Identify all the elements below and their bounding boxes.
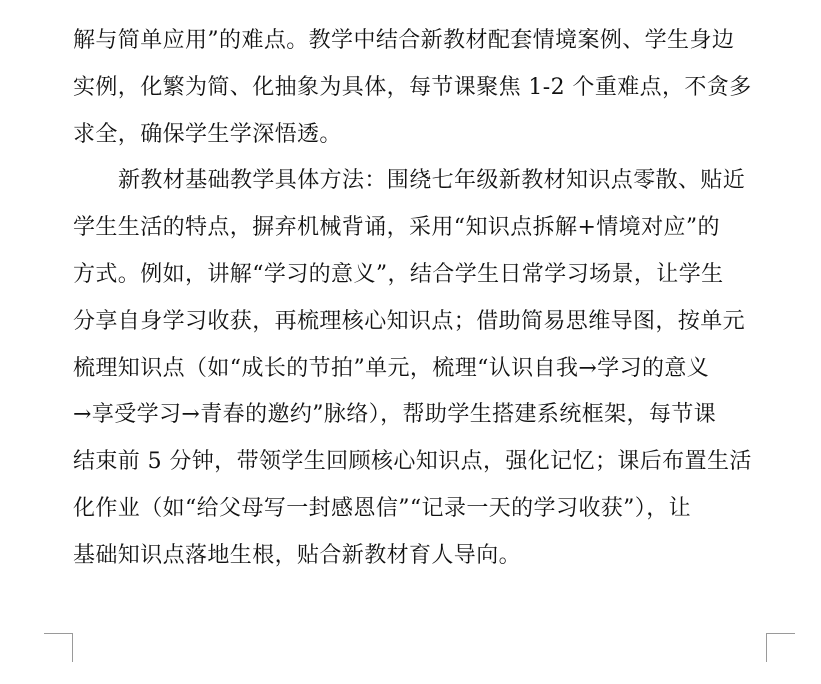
paragraph-line: 基础知识点落地生根，贴合新教材育人导向。 xyxy=(73,542,522,568)
right-margin-corner-mark xyxy=(766,633,795,662)
paragraph-line: 分享自身学习收获，再梳理核心知识点；借助简易思维导图，按单元 xyxy=(73,308,746,334)
document-body xyxy=(73,18,767,580)
paragraph-line: →享受学习→青春的邀约”脉络），帮助学生搭建系统框架，每节课 xyxy=(73,402,717,428)
paragraph-line: 解与简单应用”的难点。教学中结合新教材配套情境案例、学生身边 xyxy=(73,28,735,53)
paragraph-line: 方式。例如，讲解“学习的意义”，结合学生日常学习场景，让学生 xyxy=(73,261,724,287)
paragraph-line: 实例，化繁为简、化抽象为具体，每节课聚焦 1-2 个重难点，不贪多 xyxy=(73,74,752,100)
paragraph-line: 梳理知识点（如“成长的节拍”单元，梳理“认识自我→学习的意义 xyxy=(73,355,710,381)
paragraph-line: 结束前 5 分钟，带领学生回顾核心知识点，强化记忆；课后布置生活 xyxy=(73,449,752,475)
paragraph-line: 求全，确保学生学深悟透。 xyxy=(73,121,342,147)
paragraph-line: 新教材基础教学具体方法：围绕七年级新教材知识点零散、贴近 xyxy=(118,168,746,194)
paragraph-line: 学生生活的特点，摒弃机械背诵，采用“知识点拆解+情境对应”的 xyxy=(73,215,720,241)
paragraph-line: 化作业（如“给父母写一封感恩信”“记录一天的学习收获”），让 xyxy=(73,495,691,521)
left-margin-corner-mark xyxy=(44,633,73,662)
